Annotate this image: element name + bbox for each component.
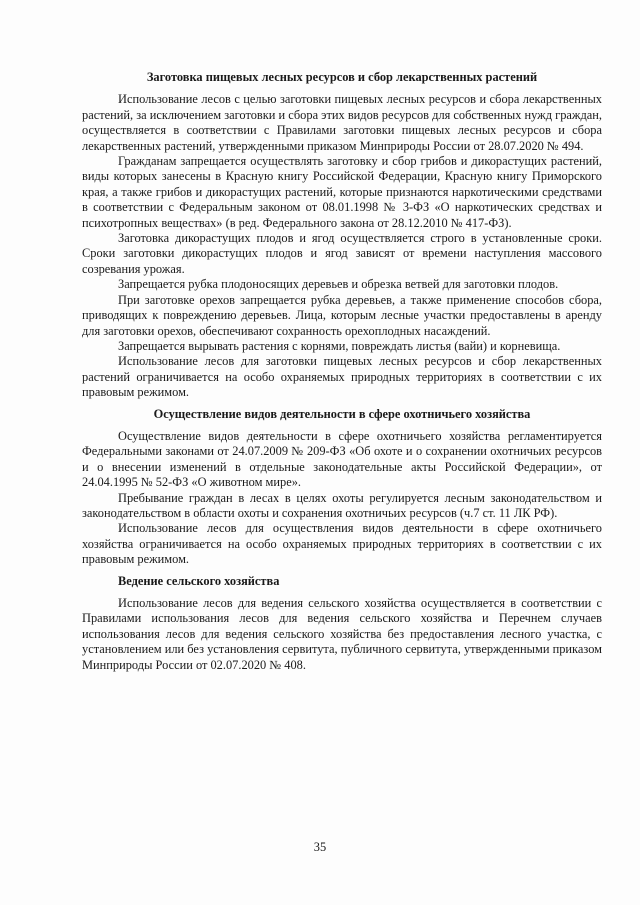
paragraph: Использование лесов с целью заготовки пищевых лесных ресурсов и сбора лекарственных растений, за исключением заготовки и сбора этих видов ресурсов для собственных нужд граждан, осуществляется в соответствии с Правилами заготовки пищевых лесных ресурсов и сбора лекарственных растений, утвержденными приказом Минприроды России от 28.07.2020 № 494. — [82, 92, 602, 153]
section-title-agriculture: Ведение сельского хозяйства — [118, 573, 280, 588]
paragraph: При заготовке орехов запрещается рубка деревьев, а также применение способов сбора, приводящих к повреждению деревьев. Лица, которым лесные участки предоставлены в аренду для заготовки орехов, обеспечивают сохранность орехоплодных насаждений. — [82, 292, 602, 338]
paragraph: Запрещается рубка плодоносящих деревьев и обрезка ветвей для заготовки плодов. — [118, 277, 559, 292]
section-title-hunting: Осуществление видов деятельности в сфере охотничьего хозяйства — [153, 406, 531, 421]
section-title-forest-resources: Заготовка пищевых лесных ресурсов и сбор лекарственных растений — [146, 70, 538, 84]
document-body — [82, 70, 602, 673]
paragraph: Заготовка дикорастущих плодов и ягод осуществляется строго в установленные сроки. Сроки заготовки дикорастущих плодов и ягод зависят от времени наступления массового созревания урожая. — [82, 231, 602, 276]
paragraph: Использование лесов для осуществления видов деятельности в сфере охотничьего хозяйства ограничивается на особо охраняемых природных территориях в соответствии с их правовым режимом. — [82, 521, 602, 567]
paragraph: Использование лесов для ведения сельского хозяйства осуществляется в соответствии с Правилами использования лесов для ведения сельского хозяйства и Перечнем случаев использования лесов для ведения сельского хозяйства без предоставления лесного участка, с установлением или без установления сервитута, публичного сервитута, утвержденными приказом Минприроды России от 02.07.2020 № 408. — [82, 596, 602, 672]
paragraph: Запрещается вырывать растения с корнями, повреждать листья (вайи) и корневища. — [118, 338, 561, 353]
paragraph: Гражданам запрещается осуществлять заготовку и сбор грибов и дикорастущих растений, виды которых занесены в Красную книгу Российской Федерации, Красную книгу Приморского края, а также грибов и дикорастущих растений, которые признаются наркотическими средствами в соответствии с Федеральным законом от 08.01.1998 № 3-ФЗ «О наркотических средствах и психотропных веществах» (в ред. Федерального закона от 28.12.2010 № 417-ФЗ). — [82, 154, 602, 230]
paragraph: Пребывание граждан в лесах в целях охоты регулируется лесным законодательством и законодательством в области охоты и сохранения охотничьих ресурсов (ч.7 ст. 11 ЛК РФ). — [82, 490, 602, 520]
paragraph: Использование лесов для заготовки пищевых лесных ресурсов и сбор лекарственных растений ограничивается на особо охраняемых природных территориях в соответствии с их правовым режимом. — [82, 354, 602, 400]
paragraph: Осуществление видов деятельности в сфере охотничьего хозяйства регламентируется Федеральными законами от 24.07.2009 № 209-ФЗ «Об охоте и о сохранении охотничьих ресурсов и о внесении изменений в отдельные законодательные акты Российской Федерации», от 24.04.1995 № 52-ФЗ «О животном мире». — [82, 428, 602, 490]
page-number: 35 — [313, 840, 327, 854]
